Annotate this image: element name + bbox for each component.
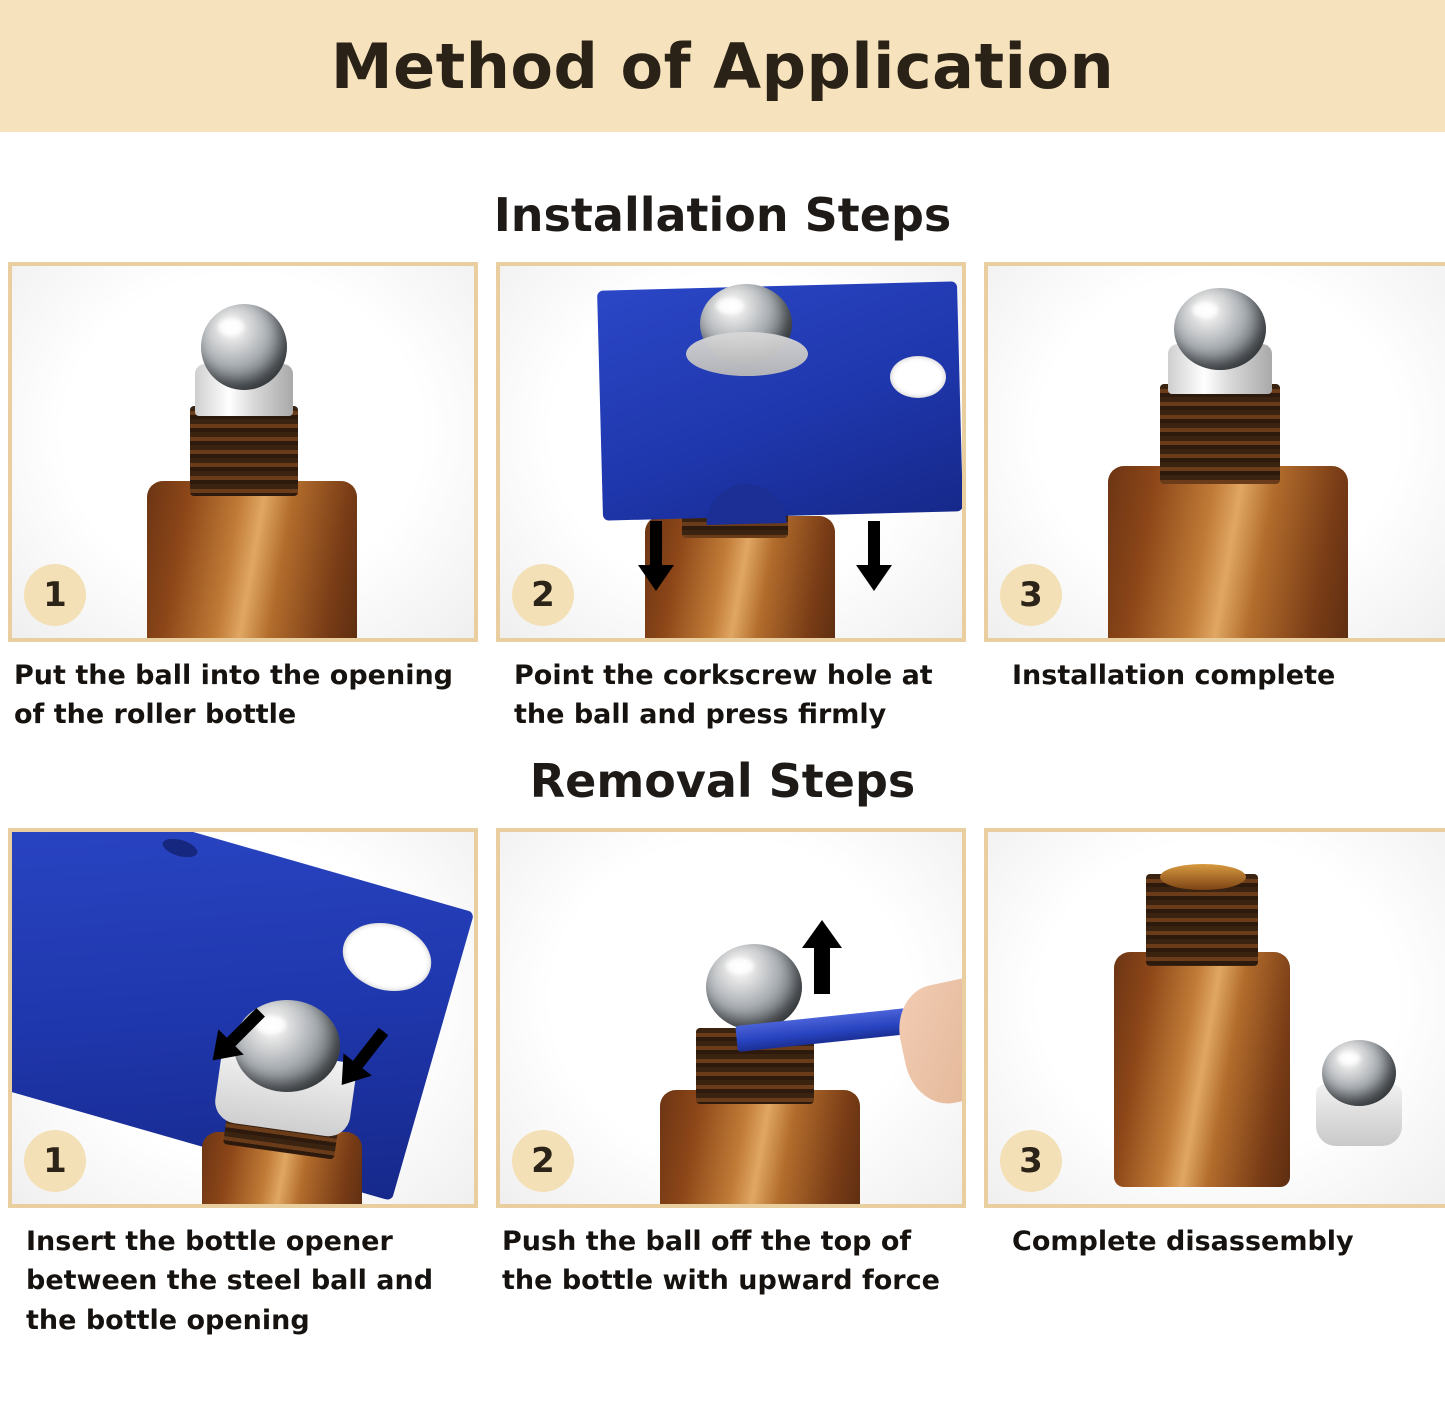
step-card-installation-1 [8,262,478,734]
step-caption-removal-3: Complete disassembly [1012,1226,1354,1258]
step-caption-installation-3: Installation complete [1012,660,1336,691]
step-card-installation-3 [984,262,1445,734]
step-badge-removal-1: 1 [24,1130,86,1192]
section-title-installation: Installation Steps [493,188,952,242]
step-card-removal-3 [984,828,1445,1339]
step-image-removal-2 [496,828,966,1208]
step-image-removal-3 [984,828,1445,1208]
step-image-removal-1 [8,828,478,1208]
step-badge-installation-1: 1 [24,564,86,626]
step-card-installation-2 [496,262,966,734]
step-image-installation-2 [496,262,966,642]
step-card-removal-1 [8,828,478,1339]
arrow-up-icon [800,918,844,996]
arrow-down-icon-right [854,521,894,593]
step-badge-removal-3: 3 [1000,1130,1062,1192]
step-card-removal-2 [496,828,966,1339]
installation-steps-grid [0,262,1445,734]
step-image-installation-1 [8,262,478,642]
removal-steps-grid [0,828,1445,1339]
arrow-down-icon-left [636,521,676,593]
step-badge-removal-2: 2 [512,1130,574,1192]
step-image-installation-3 [984,262,1445,642]
step-caption-installation-1: Put the ball into the opening of the roller bottle [14,660,454,731]
step-badge-installation-2: 2 [512,564,574,626]
step-caption-removal-1: Insert the bottle opener between the steel ball and the bottle opening [26,1226,434,1336]
header-banner [0,0,1445,132]
page-title: Method of Application [330,29,1115,103]
step-badge-installation-3: 3 [1000,564,1062,626]
step-caption-removal-2: Push the ball off the top of the bottle with upward force [502,1226,940,1297]
section-title-removal: Removal Steps [529,754,916,809]
step-caption-installation-2: Point the corkscrew hole at the ball and press firmly [514,660,933,731]
